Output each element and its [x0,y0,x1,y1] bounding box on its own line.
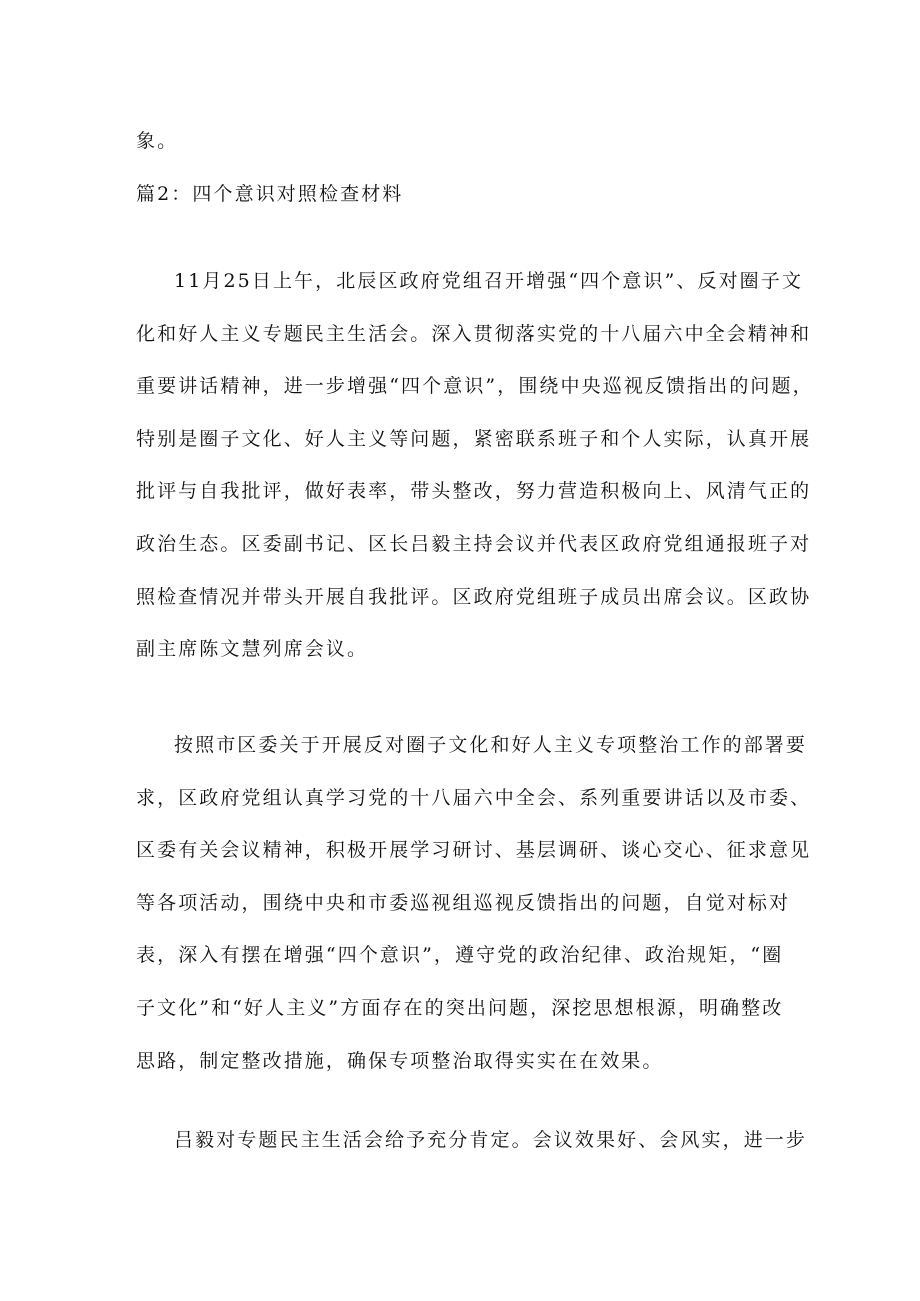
text-line: 子文化”和“好人主义”方面存在的突出问题，深挖思想根源，明确整改 [136,996,784,1019]
text-line: 思路，制定整改措施，确保专项整治取得实实在在效果。 [136,1049,664,1072]
text-line: 重要讲话精神，进一步增强“四个意识”，围绕中央巡视反馈指出的问题， [136,375,814,398]
text-line: 副主席陈文慧列席会议。 [136,638,369,661]
paragraph-1 [136,255,814,676]
text-line: 照检查情况并带头开展自我批评。区政府党组班子成员出席会议。区政协 [136,585,812,608]
text-line: 象。 [136,130,179,152]
text-line: 按照市区委关于开展反对圈子文化和好人主义专项整治工作的部署要 [174,734,808,756]
text-line: 等各项活动，围绕中央和市委巡视组巡视反馈指出的问题，自觉对标对 [136,891,791,914]
heading-text: 篇2：四个意识对照检查材料 [136,183,404,205]
paragraph-2 [136,719,812,1087]
text-line: 化和好人主义专题民主生活会。深入贯彻落实党的十八届六中全会精神和 [136,322,812,345]
text-line: 政治生态。区委副书记、区长吕毅主持会议并代表区政府党组通报班子对 [136,532,812,555]
text-line: 区委有关会议精神，积极开展学习研讨、基层调研、谈心交心、征求意见 [136,839,812,862]
text-line: 表，深入有摆在增强“四个意识”，遵守党的政治纪律、政治规矩，“圈 [136,944,784,967]
text-line: 批评与自我批评，做好表率，带头整改，努力营造积极向上、风清气正的 [136,480,812,503]
paragraph-3 [136,1114,808,1167]
text-line: 吕毅对专题民主生活会给予充分肯定。会议效果好、会风实，进一步 [174,1129,808,1151]
text-line: 求，区政府党组认真学习党的十八届六中全会、系列重要讲话以及市委、 [136,786,812,809]
section-heading [136,168,796,221]
text-line: 11月25日上午，北辰区政府党组召开增强“四个意识”、反对圈子文 [174,270,803,292]
continued-text-fragment [136,115,796,168]
text-line: 特别是圈子文化、好人主义等问题，紧密联系班子和个人实际，认真开展 [136,427,812,450]
